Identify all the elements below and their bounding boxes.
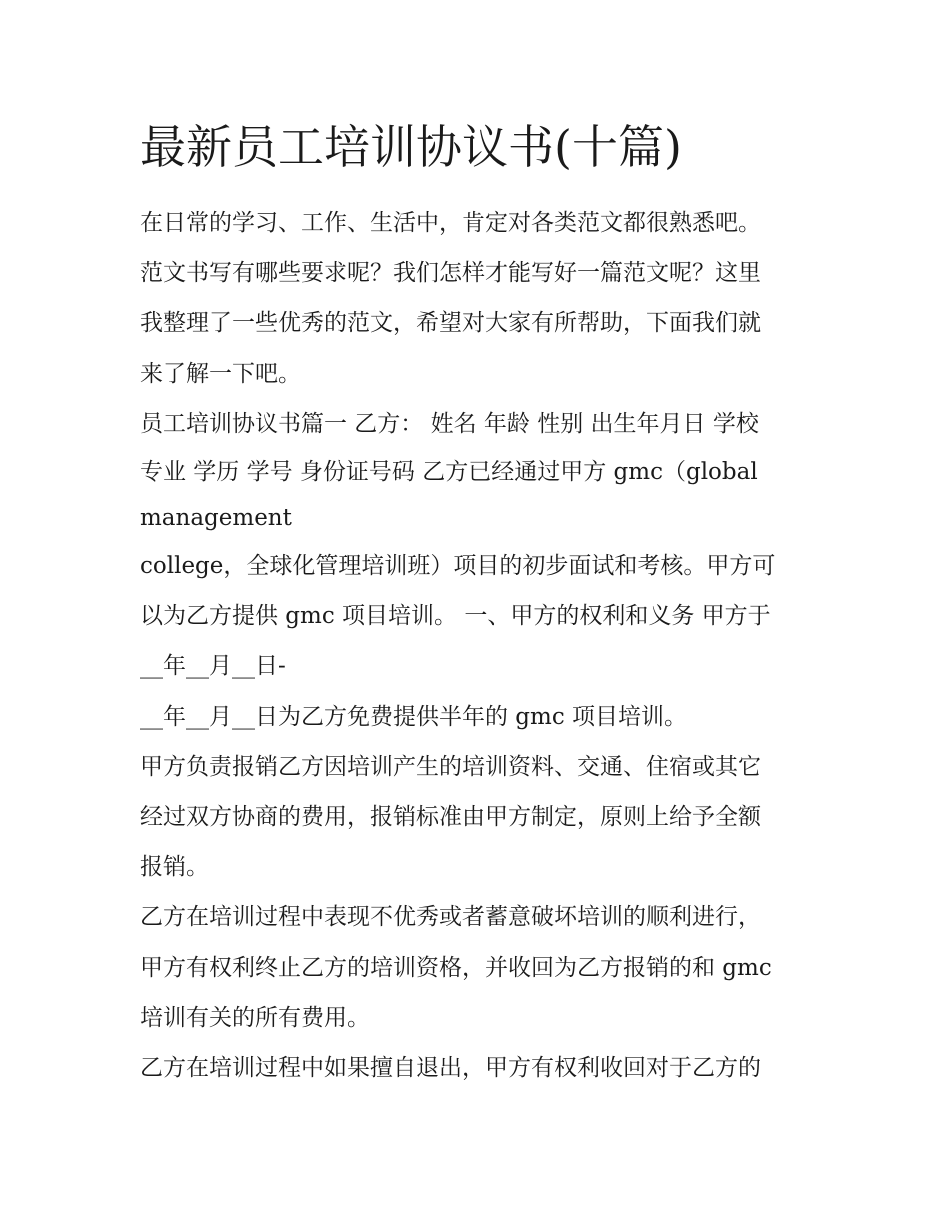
body-line: __年__月__日-	[140, 653, 286, 680]
body-line: 范文书写有哪些要求呢？我们怎样才能写好一篇范文呢？这里	[140, 260, 761, 287]
body-line: 培训有关的所有费用。	[140, 1004, 370, 1031]
body-line: 甲方负责报销乙方因培训产生的培训资料、交通、住宿或其它	[140, 753, 761, 780]
body-line: 报销。	[140, 854, 209, 881]
document-title: 最新员工培训协议书(十篇)	[140, 120, 682, 174]
body-line: management	[140, 505, 292, 532]
body-line: 专业 学历 学号 身份证号码 乙方已经通过甲方 gmc（global	[140, 459, 758, 486]
body-line: 以为乙方提供 gmc 项目培训。 一、甲方的权利和义务 甲方于	[140, 603, 771, 630]
body-line: 我整理了一些优秀的范文，希望对大家有所帮助，下面我们就	[140, 310, 761, 337]
document-body	[140, 198, 830, 1093]
body-line: 员工培训协议书篇一 乙方： 姓名 年龄 性别 出生年月日 学校	[140, 410, 759, 437]
body-line: 来了解一下吧。	[140, 360, 301, 387]
body-line: 经过双方协商的费用，报销标准由甲方制定，原则上给予全额	[140, 804, 761, 831]
body-line: 乙方在培训过程中如果擅自退出，甲方有权利收回对于乙方的	[140, 1055, 761, 1082]
body-line: 乙方在培训过程中表现不优秀或者蓄意破坏培训的顺利进行，	[140, 904, 761, 931]
body-line: college，全球化管理培训班）项目的初步面试和考核。甲方可	[140, 553, 776, 580]
body-line: 甲方有权利终止乙方的培训资格，并收回为乙方报销的和 gmc	[140, 954, 772, 981]
body-line: __年__月__日为乙方免费提供半年的 gmc 项目培训。	[140, 703, 688, 730]
body-line: 在日常的学习、工作、生活中，肯定对各类范文都很熟悉吧。	[140, 210, 761, 236]
